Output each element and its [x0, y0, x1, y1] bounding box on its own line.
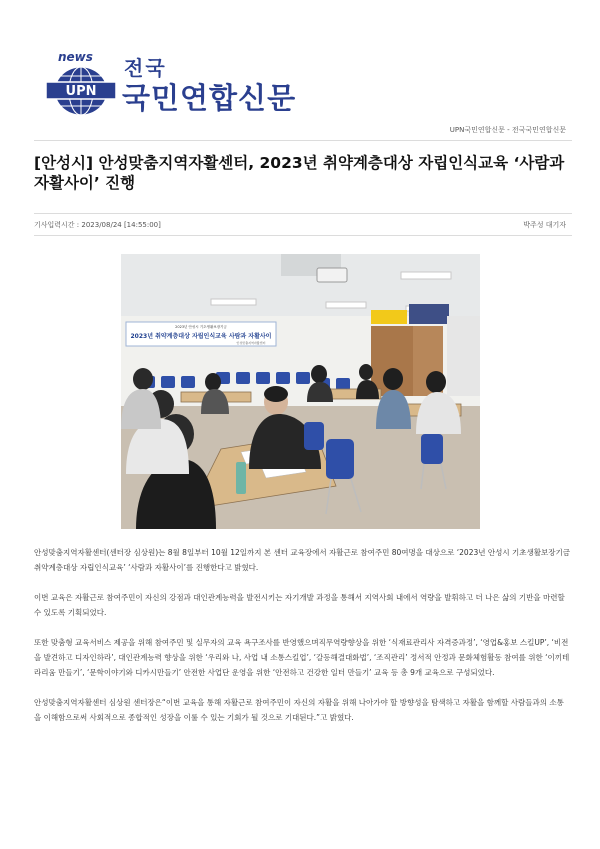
article-paragraph: 또한 맞춤형 교육서비스 제공을 위해 참여주민 및 실무자의 교육 욕구조사를 반영했으며직무역량향상을 위한 ‘식재료관리사 자격증과정’, ‘영업&홍보 스킬UP’, ‘비전을 발견하고 디자인하라’, 대인관계능력 향상을 위한 ‘우리와 나, 사업 내 소통스킬업’, ‘갈등해결대화법’, ‘조직관리’ 정서적 안정과 문화체험활동 참여를 위한 ‘이끼테라리움 만들기’, ‘문학이야기와 디카시만들기’ 안전한 사업단 운영을 위한 ‘안전하고 건강한 일터 만들기’ 교육 등 총 9개 교육으로 구성되었다. [34, 638, 570, 677]
divider [34, 235, 572, 236]
logo-news-text: news [58, 50, 93, 64]
article-photo [121, 254, 480, 529]
divider [34, 140, 572, 141]
article-date: 기사입력시간 : 2023/08/24 [14:55:00] [34, 221, 161, 229]
article-paragraph: 안성맞춤지역자활센터 심상원 센터장은“이번 교육을 통해 자활근로 참여주민이 자신의 자활을 위해 나아가야 할 방향성을 탐색하고 자활을 함께할 사람들과의 소통을 이해함으로써 사회적으로 종합적인 성장을 이룰 수 있는 기회가 될 것으로 기대된다.”고 밝혔다. [34, 698, 564, 722]
divider [34, 213, 572, 214]
banner-main-text: 2023년 취약계층대상 자립인식교육 사람과 자활사이 [130, 333, 272, 340]
banner-org-text: 안성맞춤지역자활센터 [236, 341, 266, 345]
article-body [34, 545, 570, 740]
logo-title-line1: 전국 [124, 56, 167, 80]
globe-icon [44, 66, 118, 116]
banner-small-text: 2023년 안성시 기초생활보장기금 [175, 325, 227, 329]
article-author: 박주성 대기자 [523, 221, 566, 229]
source-label: UPN국민연합신문 - 전국국민연합신문 [449, 126, 566, 134]
article-headline: [안성시] 안성맞춤지역자활센터, 2023년 취약계층대상 자립인식교육 ‘사람과 자활사이’ 진행 [34, 154, 565, 192]
article-paragraph: 안성맞춤지역자활센터(센터장 심상원)는 8월 8일부터 10월 12일까지 본 센터 교육장에서 자활근로 참여주민 80여명을 대상으로 ‘2023년 안성시 기초생활보장기금 취약계층대상 자립인식교육’ ‘사람과 자활사이’를 진행한다고 밝혔다. [34, 548, 570, 572]
article-paragraph: 이번 교육은 자활근로 참여주민이 자신의 강점과 대인관계능력을 발전시키는 자기개발 과정을 통해서 지역사회 내에서 역량을 발휘하고 더 나은 삶의 기반을 마련할 수 있도록 기획되었다. [34, 593, 565, 617]
logo-badge-text: UPN [65, 84, 97, 99]
logo-title-line2: 국민연합신문 [122, 81, 297, 115]
site-logo[interactable] [44, 50, 314, 120]
